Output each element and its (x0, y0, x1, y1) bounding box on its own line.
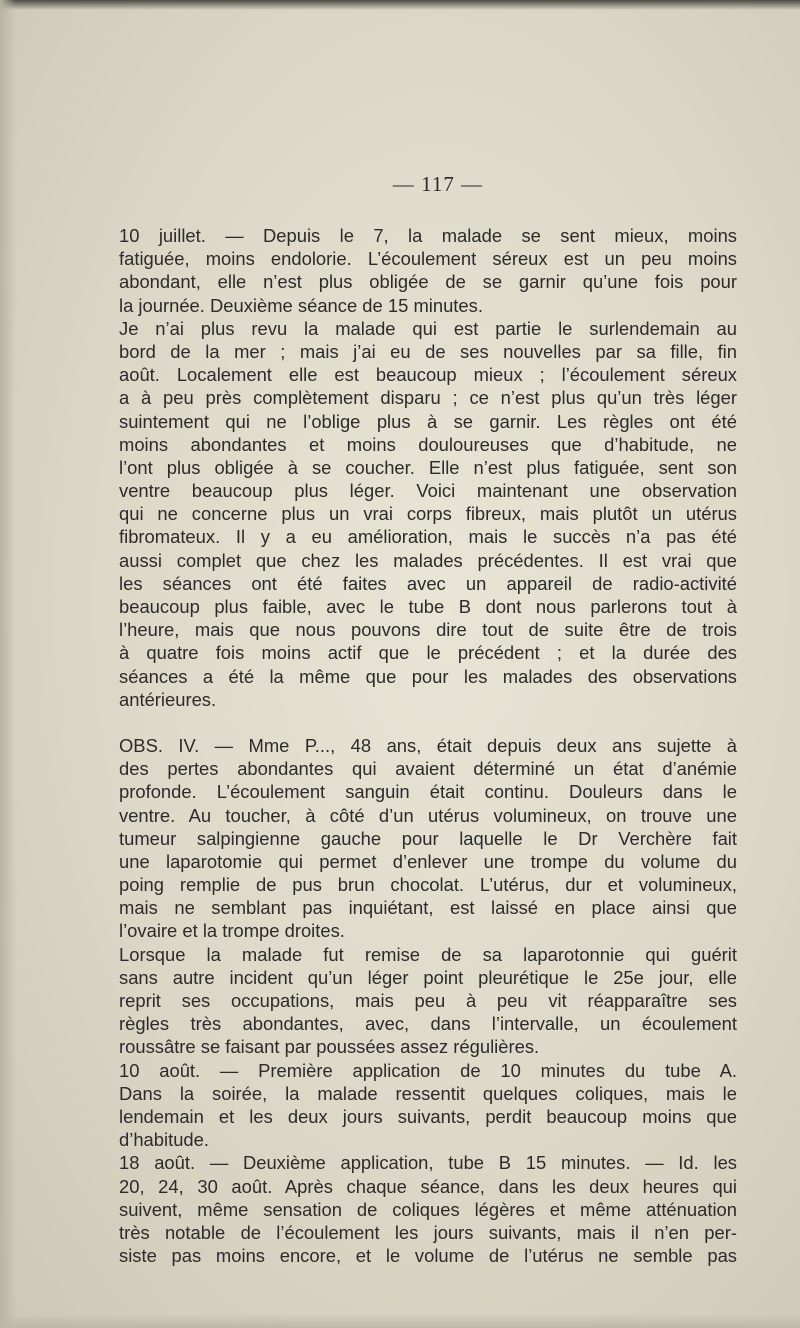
text-line: roussâtre se faisant par poussées assez régulières. (119, 1036, 540, 1058)
text-line: bord de la mer ; mais j’ai eu de ses nouvelles par sa fille, fin (119, 340, 737, 362)
text-line: a à peu près complètement disparu ; ce n’est plus qu’un très léger (119, 387, 737, 409)
text-line: à quatre fois moins actif que le précédent ; et la durée des (119, 642, 737, 664)
text-line: sans autre incident qu’un léger point pleurétique le 25e jour, elle (119, 966, 737, 988)
text-line: qui ne concerne plus un vrai corps fibreux, mais plutôt un utérus (119, 503, 737, 525)
text-line: fatiguée, moins endolorie. L’écoulement séreux est un peu moins (119, 248, 737, 270)
text-line: la journée. Deuxième séance de 15 minutes. (119, 294, 483, 316)
text-line: l’heure, mais que nous pouvons dire tout de suite être de trois (119, 619, 737, 641)
text-line: profonde. L’écoulement sanguin était continu. Douleurs dans le (119, 781, 737, 803)
text-line: Lorsque la malade fut remise de sa laparotonnie qui guérit (119, 943, 737, 965)
text-line: mais ne semblant pas inquiétant, est laissé en place ainsi que (119, 897, 737, 919)
text-line: Dans la soirée, la malade ressentit quelques coliques, mais le (119, 1082, 737, 1104)
text-line: ventre. Au toucher, à côté d’un utérus volumineux, on trouve une (119, 804, 737, 826)
body-text (119, 224, 737, 1267)
text-line: ventre beaucoup plus léger. Voici maintenant une observation (119, 480, 737, 502)
text-line: 10 août. — Première application de 10 minutes du tube A. (119, 1059, 737, 1081)
text-line: les séances ont été faites avec un appareil de radio-activité (119, 572, 737, 594)
text-line: des pertes abondantes qui avaient déterminé un état d’anémie (119, 758, 737, 780)
text-line: siste pas moins encore, et le volume de l’utérus ne semble pas (119, 1245, 737, 1267)
text-line: l’ovaire et la trompe droites. (119, 920, 345, 942)
text-line: lendemain et les deux jours suivants, perdit beaucoup moins que (119, 1105, 737, 1127)
text-line: 18 août. — Deuxième application, tube B 15 minutes. — Id. les (119, 1152, 737, 1174)
scan-bottom-edge (0, 1314, 800, 1328)
text-line: antérieures. (119, 688, 217, 710)
text-line: suintement qui ne l’oblige plus à se garnir. Les règles ont été (119, 410, 737, 432)
text-line: août. Localement elle est beaucoup mieux ; l’écoulement séreux (119, 364, 737, 386)
text-line: fibromateux. Il y a eu amélioration, mais le succès n’a pas été (119, 526, 737, 548)
paragraph-gap (119, 711, 737, 734)
text-line: une laparotomie qui permet d’enlever une trompe du volume du (119, 850, 737, 872)
text-line: 20, 24, 30 août. Après chaque séance, dans les deux heures qui (119, 1175, 737, 1197)
page-number: — 117 — (392, 172, 484, 196)
text-line: règles très abondantes, avec, dans l’intervalle, un écoulement (119, 1013, 737, 1035)
text-line: OBS. IV. — Mme P..., 48 ans, était depuis deux ans sujette à (119, 734, 737, 756)
text-line: 10 juillet. — Depuis le 7, la malade se sent mieux, moins (119, 225, 737, 246)
text-line: aussi complet que chez les malades précédentes. Il est vrai que (119, 549, 737, 571)
text-line: moins abondantes et moins douloureuses que d’habitude, ne (119, 433, 737, 455)
text-line: l’ont plus obligée à se coucher. Elle n’est plus fatiguée, sent son (119, 456, 737, 478)
text-line: abondant, elle n’est plus obligée de se garnir qu’une fois pour (119, 271, 737, 293)
text-line: poing remplie de pus brun chocolat. L’utérus, dur et volumineux, (119, 874, 737, 896)
scan-left-edge (0, 0, 16, 1328)
text-line: reprit ses occupations, mais peu à peu vit réapparaître ses (119, 990, 737, 1011)
text-line: tumeur salpingienne gauche pour laquelle le Dr Verchère fait (119, 827, 737, 849)
text-line: suivent, même sensation de coliques légères et même atténuation (119, 1198, 737, 1220)
text-line: très notable de l’écoulement les jours suivants, mais il n’en per- (119, 1221, 737, 1243)
text-line: d’habitude. (119, 1129, 209, 1151)
text-line: Je n’ai plus revu la malade qui est partie le surlendemain au (119, 317, 737, 339)
text-line: beaucoup plus faible, avec le tube B dont nous parlerons tout à (119, 596, 737, 617)
text-line: séances a été la même que pour les malades des observations (119, 665, 737, 687)
scan-top-edge (0, 0, 800, 10)
